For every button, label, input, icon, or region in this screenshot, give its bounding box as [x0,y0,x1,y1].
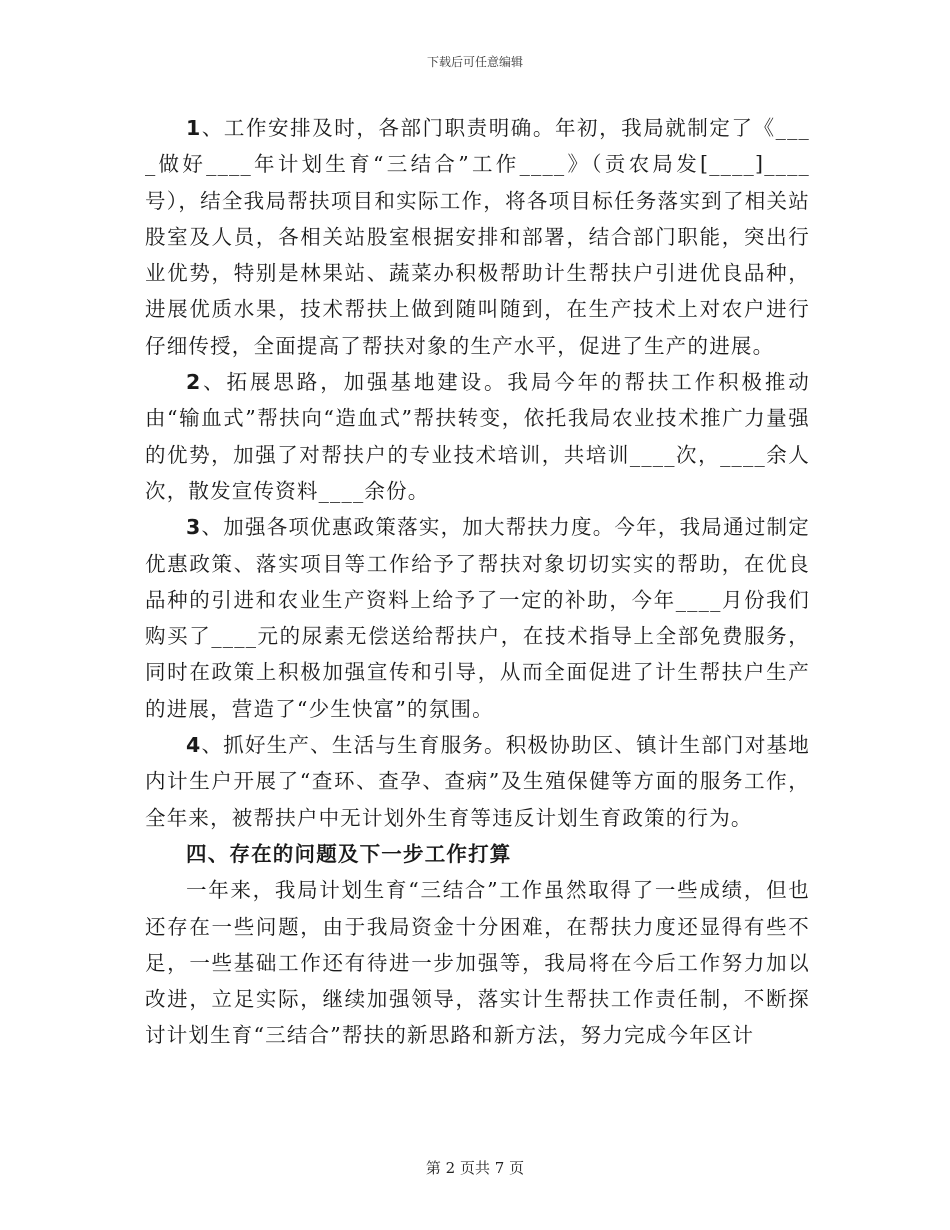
paragraph-text: 、加强各项优惠政策落实，加大帮扶力度。今年，我局通过制定优惠政策、落实项目等工作给予了帮扶对象切切实实的帮助，在优良品种的引进和农业生产资料上给予了一定的补助，今年____月份我们购买了____元的尿素无偿送给帮扶户，在技术指导上全部免费服务，同时在政策上积极加强宣传和引导，从而全面促进了计生帮扶户生产的进展，营造了“少生快富”的氛围。 [145,515,810,721]
paragraph-text: 、拓展思路，加强基地建设。我局今年的帮扶工作积极推动由“输血式”帮扶向“造血式”帮扶转变，依托我局农业技术推广力量强的优势，加强了对帮扶户的专业技术培训，共培训____次，____余人次，散发宣传资料____余份。 [145,370,810,503]
paragraph-text: 、抓好生产、生活与生育服务。积极协助区、镇计生部门对基地内计生户开展了“查环、查孕、查病”及生殖保健等方面的服务工作，全年来，被帮扶户中无计划外生育等违反计划生育政策的行为。 [145,733,810,830]
page-number: 第 2 页共 7 页 [425,1159,525,1177]
section-heading: 四、存在的问题及下一步工作打算 [186,841,512,866]
paragraph-2 [145,364,810,509]
paragraph-3 [145,509,810,727]
paragraph-4 [145,727,810,836]
section-paragraph: 一年来，我局计划生育“三结合”工作虽然取得了一些成绩，但也还存在一些问题，由于我局资金十分困难，在帮扶力度还显得有些不足，一些基础工作还有待进一步加强等，我局将在今后工作努力加以改进，立足实际，继续加强领导，落实计生帮扶工作责任制，不断探讨计划生育“三结合”帮扶的新思路和新方法，努力完成今年区计 [145,878,810,1048]
item-number: 2 [186,370,202,395]
item-number: 4 [186,733,202,758]
document-body [145,110,810,1054]
item-number: 3 [186,515,202,540]
header-note: 下载后可任意编辑 [426,55,523,69]
paragraph-1 [145,110,810,364]
paragraph-text: 、工作安排及时，各部门职责明确。年初，我局就制定了《____做好____年计划生育“三结合”工作____》（贡农局发[____]____号），结全我局帮扶项目和实际工作，将各项目标任务落实到了相关站股室及人员，各相关站股室根据安排和部署，结合部门职能，突出行业优势，特别是林果站、蔬菜办积极帮助计生帮扶户引进优良品种，进展优质水果，技术帮扶上做到随叫随到，在生产技术上对农户进行仔细传授，全面提高了帮扶对象的生产水平，促进了生产的进展。 [145,116,810,358]
item-number: 1 [186,116,202,140]
